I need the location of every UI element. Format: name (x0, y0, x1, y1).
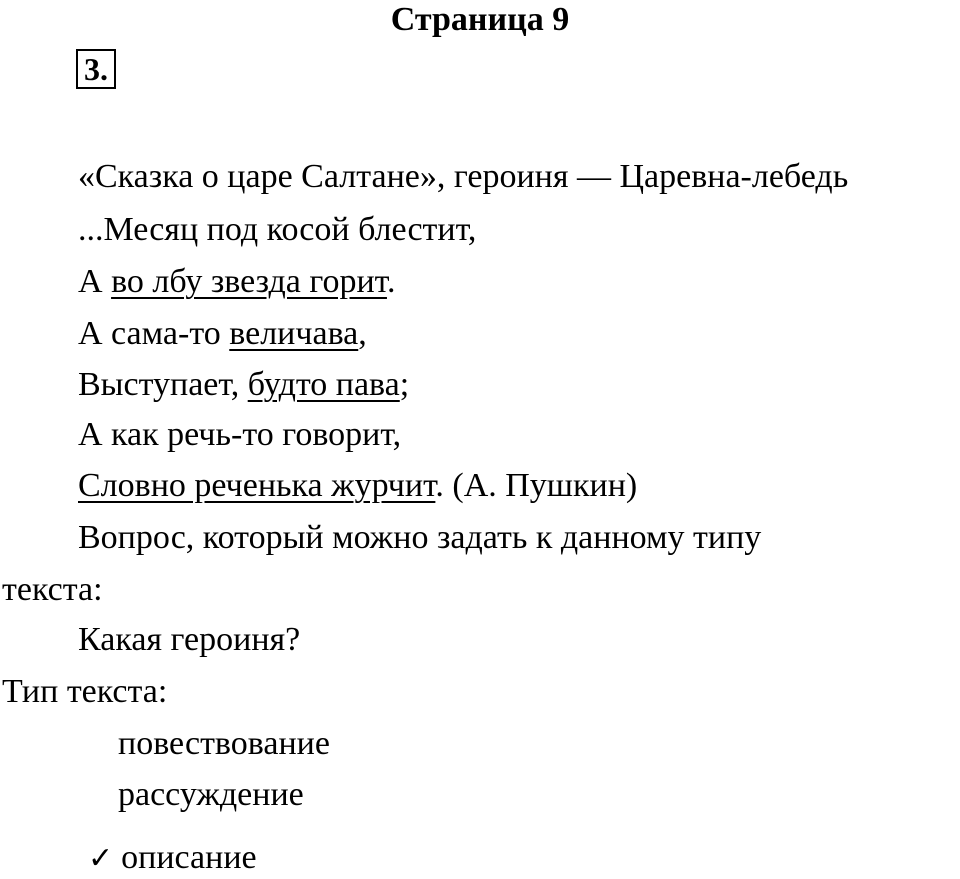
poem-line-4-end: ; (399, 366, 410, 403)
poem-line-4-start: Выступает, (78, 366, 248, 403)
question-line-1: Вопрос, который можно задать к данному типу (78, 519, 762, 556)
poem-line-6 (78, 466, 637, 506)
answer-text: Какая героиня? (78, 621, 301, 658)
option-description-label: описание (121, 839, 257, 876)
text-type-label: Тип текста: (2, 673, 168, 710)
poem-line-2 (78, 262, 395, 302)
underlined-phrase: во лбу звезда горит (111, 263, 387, 300)
task-number-badge: 3. (76, 49, 116, 89)
text-line-1: «Сказка о царе Салтане», героиня — Царевна-лебедь (78, 158, 849, 195)
underlined-phrase: Словно реченька журчит (78, 467, 436, 504)
question-line-2: текста: (2, 571, 103, 608)
option-narration: повествование (118, 725, 330, 762)
poem-line-6-end: . (А. Пушкин) (435, 467, 638, 504)
checkmark-icon: ✓ (88, 841, 114, 876)
poem-line-2-start: А (78, 263, 112, 300)
option-reasoning: рассуждение (118, 776, 304, 813)
poem-line-5: А как речь-то говорит, (78, 416, 402, 453)
poem-line-3-start: А сама-то (78, 315, 230, 352)
underlined-phrase: будто пава (247, 366, 400, 403)
poem-line-2-end: . (386, 263, 396, 300)
page-title: Страница 9 (390, 1, 570, 38)
poem-line-3 (78, 314, 367, 354)
poem-line-4 (78, 365, 409, 405)
underlined-phrase: величава (229, 315, 359, 352)
option-description (88, 838, 257, 879)
poem-line-3-end: , (358, 315, 367, 352)
poem-line-1: ...Месяц под косой блестит, (78, 211, 477, 248)
